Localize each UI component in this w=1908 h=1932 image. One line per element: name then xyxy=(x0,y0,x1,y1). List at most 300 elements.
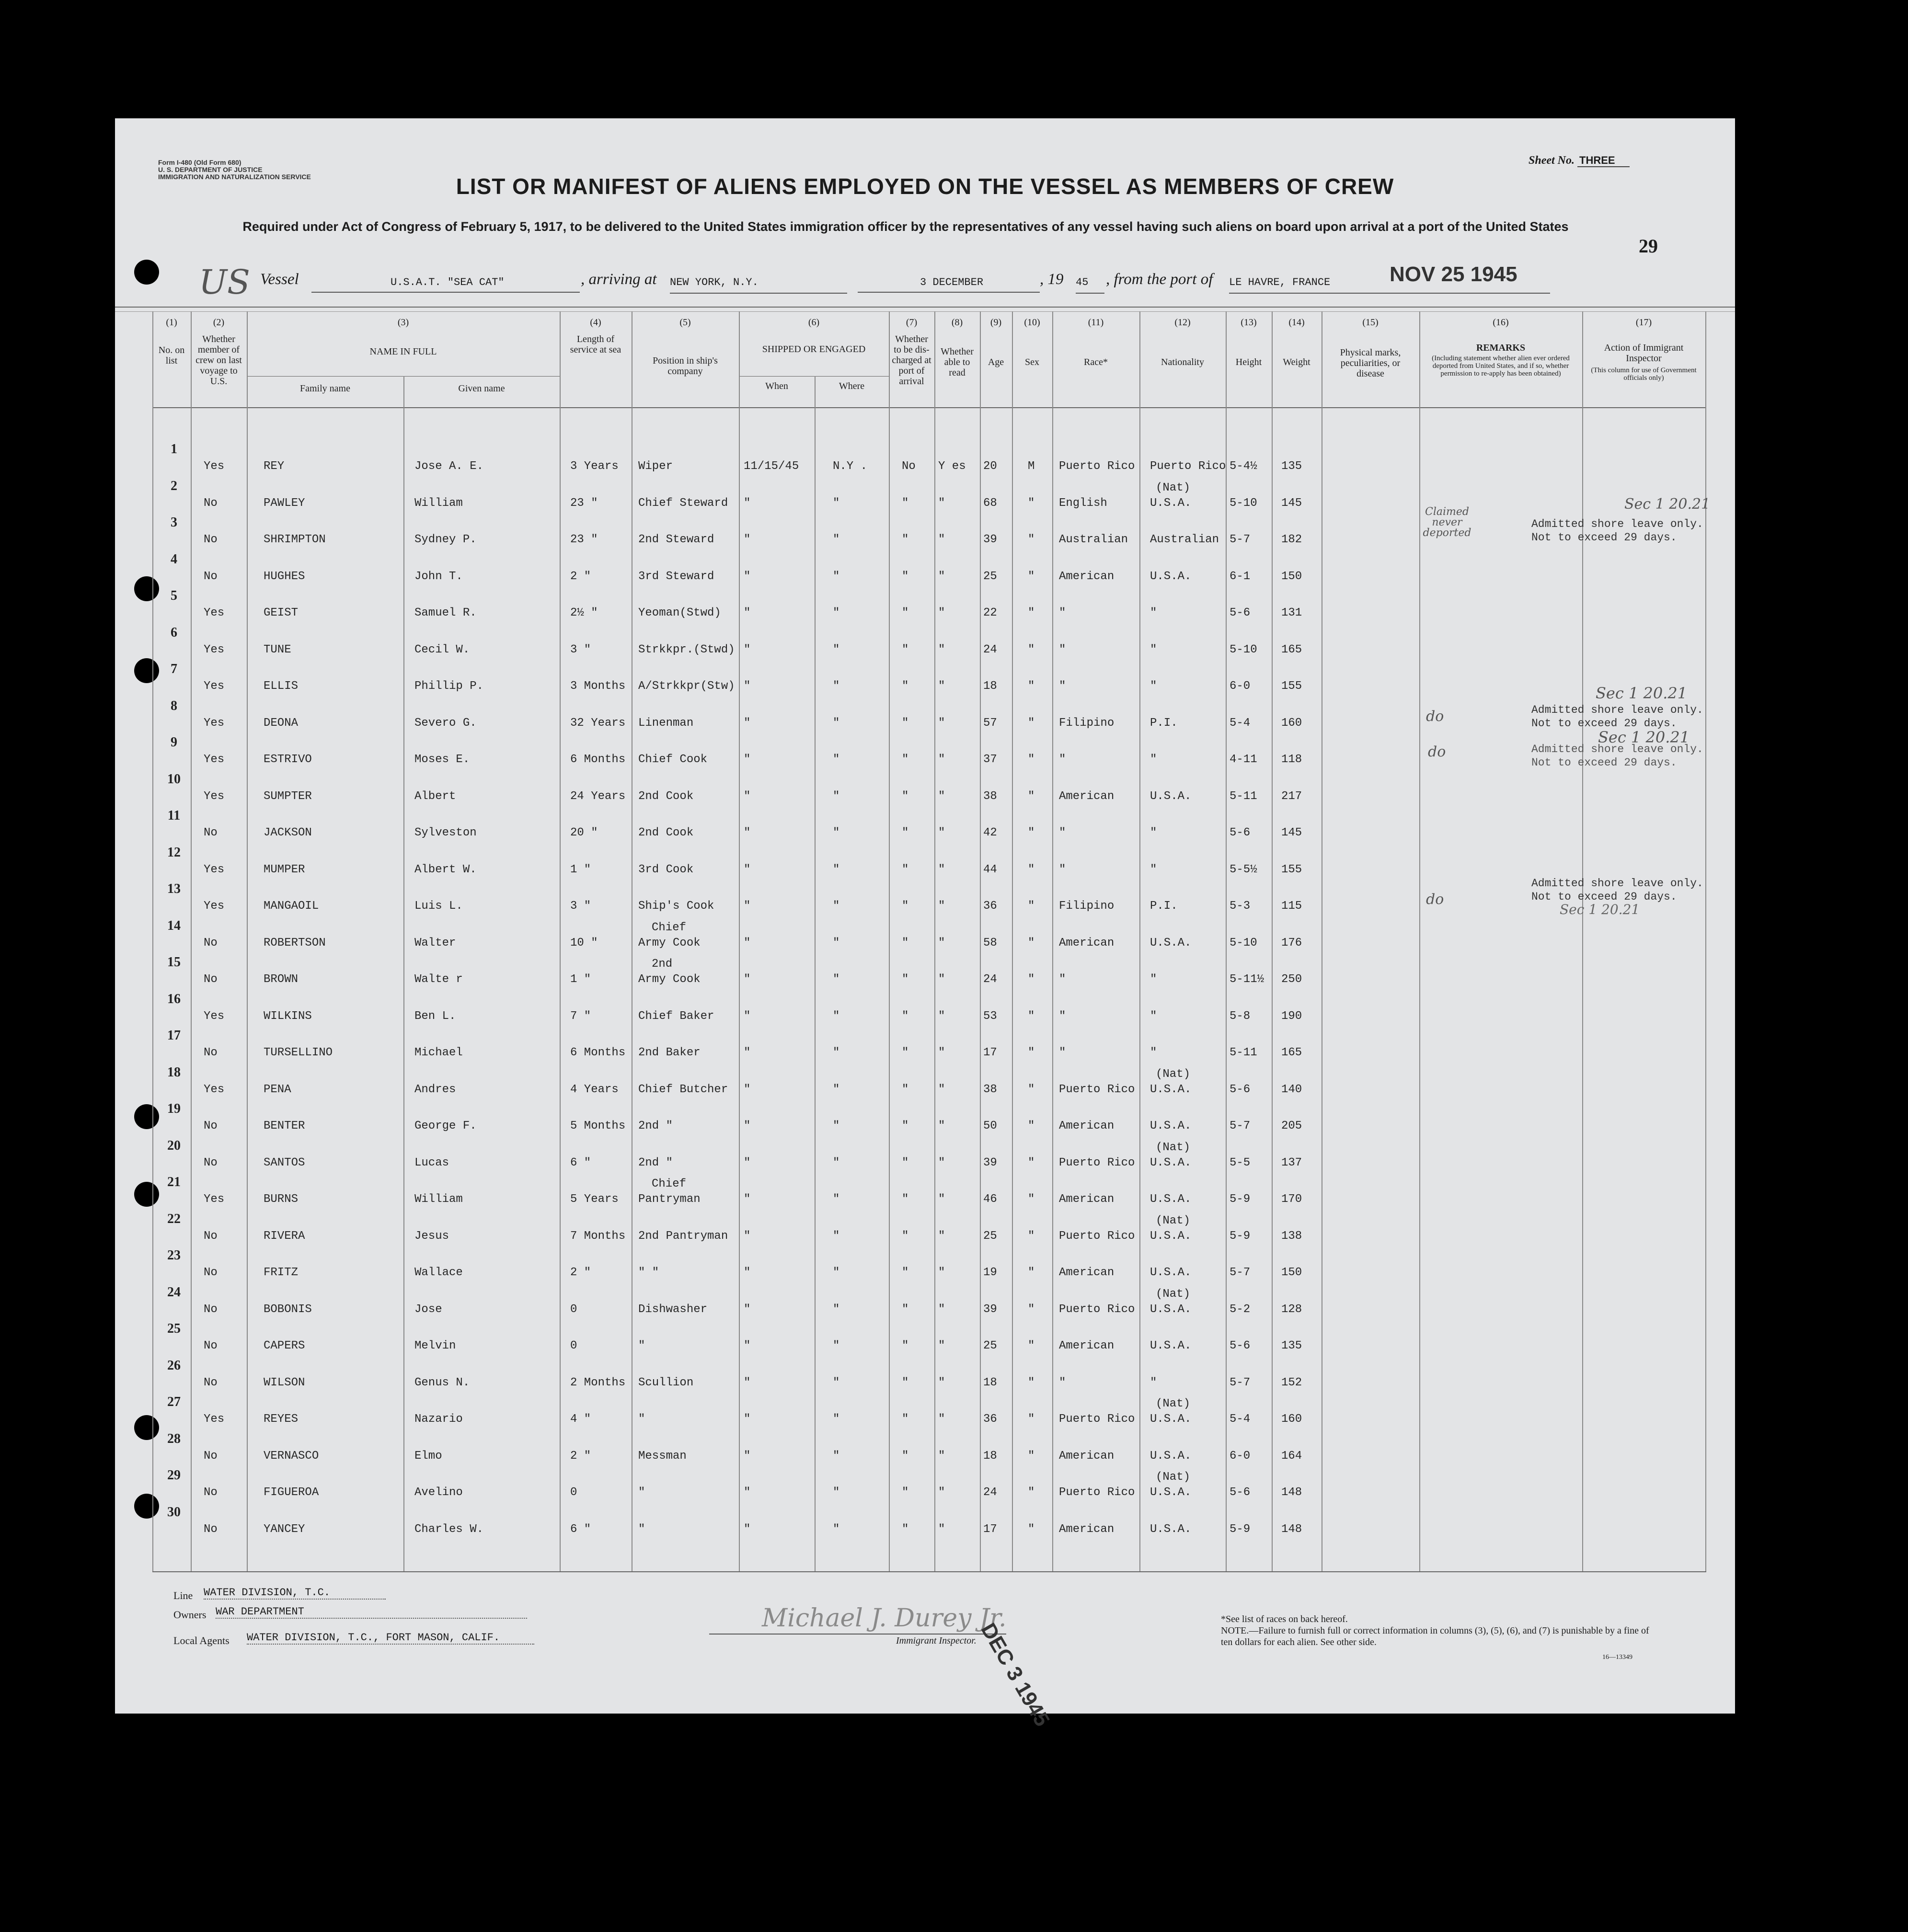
column-number: (2) xyxy=(213,317,225,328)
cell-height: 5-6 xyxy=(1230,606,1251,619)
cell-shipped-when: " xyxy=(744,1486,751,1499)
cell-given-name: Sylveston xyxy=(414,826,477,839)
table-top-rule xyxy=(115,307,1735,308)
column-header-name: NAME IN FULL xyxy=(369,346,437,357)
cell-height: 5-6 xyxy=(1230,1486,1251,1499)
cell-age: 36 xyxy=(983,1413,997,1426)
cell-discharged: " xyxy=(902,643,909,656)
cell-race: American xyxy=(1059,936,1115,949)
cell-position-prefix: 2nd xyxy=(652,958,673,971)
cell-position: 2nd Pantryman xyxy=(638,1229,728,1243)
cell-race: " xyxy=(1059,753,1066,766)
column-number: (4) xyxy=(590,317,601,328)
row-number: 4 xyxy=(171,551,177,567)
row-number: 17 xyxy=(167,1028,181,1043)
cell-last-voyage: Yes xyxy=(204,789,225,803)
column-rule xyxy=(247,311,248,1571)
cell-discharged: " xyxy=(902,606,909,619)
cell-nationality-note: (Nat) xyxy=(1156,1067,1191,1081)
cell-age: 20 xyxy=(983,460,997,473)
cell-race: American xyxy=(1059,1522,1115,1536)
cell-discharged: " xyxy=(902,1449,909,1463)
column-rule xyxy=(1582,311,1583,1571)
punch-hole xyxy=(134,1182,159,1207)
cell-given-name: Andres xyxy=(414,1083,456,1096)
cell-age: 50 xyxy=(983,1120,997,1132)
row-number: 20 xyxy=(167,1138,181,1153)
row-number: 7 xyxy=(171,662,177,676)
cell-age: 38 xyxy=(983,1083,997,1096)
cell-sex: " xyxy=(1028,533,1035,546)
cell-shipped-when: " xyxy=(744,606,751,619)
cell-age: 37 xyxy=(983,753,997,766)
cell-last-voyage: No xyxy=(204,1303,218,1316)
row-number: 12 xyxy=(167,845,181,860)
column-number: (14) xyxy=(1288,317,1305,328)
cell-given-name: Genus N. xyxy=(414,1376,470,1389)
cell-nationality: U.S.A. xyxy=(1150,1193,1192,1206)
cell-nationality: " xyxy=(1150,973,1157,986)
cell-position: Ship's Cook xyxy=(638,900,714,913)
cell-last-voyage: No xyxy=(204,826,218,839)
column-header-where: Where xyxy=(839,381,865,391)
column-header-given-name: Given name xyxy=(458,383,505,394)
cell-weight: 140 xyxy=(1281,1083,1302,1096)
cell-age: 39 xyxy=(983,1156,997,1169)
cell-discharged: " xyxy=(902,1413,909,1426)
cell-height: 5-10 xyxy=(1230,643,1257,656)
inspector-label: Immigrant Inspector. xyxy=(896,1635,977,1646)
page-subtitle: Required under Act of Congress of February 5, 1917, to be delivered to the United States immigration officer by the representatives of any vessel having such aliens on board upon arrival at a port of the United States xyxy=(242,219,1569,234)
cell-discharged: " xyxy=(902,1046,909,1059)
cell-discharged: " xyxy=(902,1229,909,1243)
cell-shipped-where: " xyxy=(833,1083,840,1096)
cell-able-to-read: " xyxy=(938,570,945,583)
column-header-remarks: REMARKS xyxy=(1476,343,1526,353)
page-number: 29 xyxy=(1639,235,1658,257)
cell-given-name: Elmo xyxy=(414,1449,442,1463)
cell-given-name: William xyxy=(414,496,463,510)
cell-discharged: " xyxy=(902,863,909,876)
row-number: 25 xyxy=(167,1321,181,1336)
cell-height: 5-4½ xyxy=(1230,460,1257,473)
column-rule xyxy=(1419,311,1420,1571)
cell-race: " xyxy=(1059,973,1066,986)
cell-shipped-where: " xyxy=(833,1522,840,1536)
cell-service-length: 0 xyxy=(570,1339,577,1352)
cell-family-name: SANTOS xyxy=(264,1156,305,1169)
column-number: (6) xyxy=(808,317,820,328)
cell-nationality: U.S.A. xyxy=(1150,936,1192,949)
cell-race: Puerto Rico xyxy=(1059,1156,1135,1169)
cell-shipped-where: " xyxy=(833,643,840,656)
cell-position: 2nd Steward xyxy=(638,533,714,546)
cell-height: 5-11 xyxy=(1230,1046,1257,1059)
cell-position: Dishwasher xyxy=(638,1303,708,1316)
cell-shipped-when: " xyxy=(744,1339,751,1352)
cell-family-name: GEIST xyxy=(264,606,299,619)
cell-weight: 160 xyxy=(1281,716,1302,730)
cell-height: 5-6 xyxy=(1230,1339,1251,1352)
received-date-stamp: NOV 25 1945 xyxy=(1390,263,1517,286)
cell-weight: 145 xyxy=(1281,496,1302,510)
row-number: 14 xyxy=(167,918,181,933)
cell-shipped-where: " xyxy=(833,900,840,913)
action-row-13: Admitted shore leave only. Not to exceed 29 days. xyxy=(1531,877,1703,903)
cell-height: 5-7 xyxy=(1230,1266,1251,1279)
cell-shipped-where: " xyxy=(833,680,840,693)
cell-shipped-when: " xyxy=(744,1083,751,1096)
cell-shipped-where: " xyxy=(833,863,840,876)
cell-weight: 152 xyxy=(1281,1376,1302,1389)
cell-sex: M xyxy=(1028,460,1035,473)
cell-sex: " xyxy=(1028,936,1035,949)
column-header-race: Race* xyxy=(1084,357,1108,367)
cell-family-name: BOBONIS xyxy=(264,1303,312,1316)
cell-age: 25 xyxy=(983,570,997,583)
column-header-number: No. on list xyxy=(158,345,185,366)
cell-sex: " xyxy=(1028,1193,1035,1206)
cell-able-to-read: " xyxy=(938,1156,945,1169)
cell-family-name: MUMPER xyxy=(264,863,305,876)
cell-shipped-where: " xyxy=(833,826,840,839)
cell-nationality: " xyxy=(1150,1009,1157,1023)
cell-weight: 165 xyxy=(1281,1046,1302,1059)
cell-able-to-read: " xyxy=(938,1449,945,1463)
column-number: (11) xyxy=(1088,317,1104,328)
cell-sex: " xyxy=(1028,496,1035,510)
cell-shipped-where: " xyxy=(833,496,840,510)
cell-discharged: " xyxy=(902,496,909,510)
cell-weight: 131 xyxy=(1281,606,1302,619)
cell-discharged: " xyxy=(902,826,909,839)
cell-race: Puerto Rico xyxy=(1059,1486,1135,1499)
races-note: *See list of races on back hereof. xyxy=(1221,1614,1348,1624)
column-header-service: Length of service at sea xyxy=(570,334,621,355)
cell-discharged: " xyxy=(902,1156,909,1169)
cell-sex: " xyxy=(1028,1449,1035,1463)
cell-given-name: Nazario xyxy=(414,1413,463,1426)
column-number: (13) xyxy=(1241,317,1257,328)
cell-position: Chief Steward xyxy=(638,496,728,510)
column-number: (9) xyxy=(990,317,1002,328)
table-top-rule xyxy=(115,311,1735,312)
cell-age: 38 xyxy=(983,789,997,803)
cell-service-length: 4 " xyxy=(570,1413,591,1426)
cell-able-to-read: " xyxy=(938,936,945,949)
column-rule xyxy=(1012,311,1013,1571)
cell-sex: " xyxy=(1028,570,1035,583)
cell-family-name: RIVERA xyxy=(264,1229,305,1243)
column-number: (17) xyxy=(1635,317,1652,328)
cell-shipped-when: " xyxy=(744,1522,751,1536)
cell-race: American xyxy=(1059,1193,1115,1206)
cell-position: " xyxy=(638,1339,645,1352)
row-number: 19 xyxy=(167,1101,181,1116)
cell-able-to-read: " xyxy=(938,1339,945,1352)
inspector-signature: Michael J. Durey Jr. xyxy=(762,1604,1007,1633)
cell-service-length: 4 Years xyxy=(570,1083,619,1096)
cell-sex: " xyxy=(1028,1522,1035,1536)
line-label: Line xyxy=(173,1589,193,1601)
cell-shipped-where: " xyxy=(833,1266,840,1279)
cell-race: Puerto Rico xyxy=(1059,1083,1135,1096)
cell-race: American xyxy=(1059,570,1115,583)
cell-discharged: " xyxy=(902,1193,909,1206)
column-rule xyxy=(403,376,404,1571)
cell-nationality: " xyxy=(1150,753,1157,766)
punch-hole xyxy=(134,1494,159,1519)
cell-family-name: WILSON xyxy=(264,1376,305,1389)
column-number: (3) xyxy=(397,317,409,328)
column-rule xyxy=(980,311,981,1571)
sheet-value: THREE xyxy=(1577,154,1630,167)
column-number: (5) xyxy=(679,317,691,328)
cell-position: A/Strkkpr(Stw) xyxy=(638,680,735,693)
punch-hole xyxy=(134,576,159,601)
cell-nationality: U.S.A. xyxy=(1150,1303,1192,1316)
cell-last-voyage: Yes xyxy=(204,900,225,913)
cell-discharged: " xyxy=(902,716,909,730)
column-header-family-name: Family name xyxy=(300,383,350,394)
cell-sex: " xyxy=(1028,1229,1035,1243)
cell-shipped-when: " xyxy=(744,1120,751,1132)
cell-position: " " xyxy=(638,1266,659,1279)
cell-height: 5-9 xyxy=(1230,1229,1251,1243)
remark-row-9: do xyxy=(1428,743,1446,760)
cell-able-to-read: " xyxy=(938,863,945,876)
cell-age: 68 xyxy=(983,496,997,510)
owners-value: WAR DEPARTMENT xyxy=(216,1606,527,1619)
cell-able-to-read: " xyxy=(938,1120,945,1132)
cell-nationality-note: (Nat) xyxy=(1156,1287,1191,1301)
cell-last-voyage: No xyxy=(204,570,218,583)
cell-age: 58 xyxy=(983,936,997,949)
cell-position: Army Cook xyxy=(638,936,701,949)
cell-weight: 128 xyxy=(1281,1303,1302,1316)
cell-age: 18 xyxy=(983,680,997,693)
column-rule xyxy=(191,311,192,1571)
cell-service-length: 0 xyxy=(570,1486,577,1499)
cell-sex: " xyxy=(1028,863,1035,876)
cell-weight: 165 xyxy=(1281,643,1302,656)
cell-family-name: REYES xyxy=(264,1413,299,1426)
cell-given-name: Moses E. xyxy=(414,753,470,766)
cell-age: 24 xyxy=(983,973,997,986)
cell-height: 5-4 xyxy=(1230,1413,1251,1426)
cell-age: 57 xyxy=(983,716,997,730)
cell-shipped-where: " xyxy=(833,1229,840,1243)
cell-nationality: U.S.A. xyxy=(1150,1339,1192,1352)
cell-given-name: Ben L. xyxy=(414,1009,456,1023)
cell-position: Army Cook xyxy=(638,973,701,986)
cell-nationality: " xyxy=(1150,826,1157,839)
cell-nationality: Australian xyxy=(1150,533,1219,546)
cell-service-length: 0 xyxy=(570,1303,577,1316)
cell-nationality: Puerto Rico xyxy=(1150,460,1226,473)
cell-position: Messman xyxy=(638,1449,687,1463)
year-label: , 19 xyxy=(1040,271,1064,288)
cell-weight: 148 xyxy=(1281,1522,1302,1536)
note-text: —Failure to furnish full or correct information in columns (3), (5), (6), and (7) is punishable by a fine of ten dollars for each alien. See other side. xyxy=(1221,1625,1649,1647)
arrival-date: 3 DECEMBER xyxy=(858,276,1040,293)
column-header-height: Height xyxy=(1235,357,1262,367)
cell-service-length: 1 " xyxy=(570,973,591,986)
cell-service-length: 23 " xyxy=(570,496,598,510)
column-rule xyxy=(739,311,740,1571)
cell-service-length: 5 Months xyxy=(570,1120,626,1132)
row-number: 9 xyxy=(171,735,177,750)
page-title: LIST OR MANIFEST OF ALIENS EMPLOYED ON THE VESSEL AS MEMBERS OF CREW xyxy=(456,174,1394,199)
cell-weight: 170 xyxy=(1281,1193,1302,1206)
cell-race: Puerto Rico xyxy=(1059,1303,1135,1316)
cell-discharged: " xyxy=(902,900,909,913)
cell-shipped-where: " xyxy=(833,973,840,986)
cell-shipped-when: " xyxy=(744,900,751,913)
column-header-age: Age xyxy=(988,357,1004,367)
cell-position: " xyxy=(638,1522,645,1536)
cell-nationality-note: (Nat) xyxy=(1156,1471,1191,1484)
cell-able-to-read: " xyxy=(938,900,945,913)
cell-race: " xyxy=(1059,680,1066,693)
column-header-inspector-detail: (This column for use of Government officials only) xyxy=(1591,366,1697,382)
cell-family-name: JACKSON xyxy=(264,826,312,839)
column-header-read: Whether able to read xyxy=(941,346,974,378)
cell-shipped-where: " xyxy=(833,570,840,583)
cell-shipped-where: " xyxy=(833,1339,840,1352)
cell-given-name: Jose A. E. xyxy=(414,460,484,473)
cell-given-name: Samuel R. xyxy=(414,606,477,619)
cell-height: 5-6 xyxy=(1230,826,1251,839)
cell-discharged: " xyxy=(902,1339,909,1352)
cell-able-to-read: " xyxy=(938,826,945,839)
cell-family-name: PENA xyxy=(264,1083,291,1096)
cell-sex: " xyxy=(1028,680,1035,693)
cell-height: 5-2 xyxy=(1230,1303,1251,1316)
cell-shipped-where: " xyxy=(833,716,840,730)
cell-last-voyage: Yes xyxy=(204,1193,225,1206)
cell-discharged: " xyxy=(902,789,909,803)
cell-age: 18 xyxy=(983,1376,997,1389)
cell-sex: " xyxy=(1028,1303,1035,1316)
cell-service-length: 32 Years xyxy=(570,716,626,730)
cell-shipped-when: " xyxy=(744,680,751,693)
cell-sex: " xyxy=(1028,1339,1035,1352)
cell-last-voyage: No xyxy=(204,936,218,949)
cell-service-length: 2 Months xyxy=(570,1376,626,1389)
row-number: 18 xyxy=(167,1064,181,1080)
cell-last-voyage: Yes xyxy=(204,863,225,876)
cell-service-length: 24 Years xyxy=(570,789,626,803)
service-name: IMMIGRATION AND NATURALIZATION SERVICE xyxy=(158,173,311,181)
column-header-when: When xyxy=(765,381,788,391)
cell-position: Wiper xyxy=(638,460,673,473)
cell-service-length: 1 " xyxy=(570,863,591,876)
cell-shipped-where: " xyxy=(833,1376,840,1389)
cell-last-voyage: No xyxy=(204,1449,218,1463)
cell-height: 5-9 xyxy=(1230,1522,1251,1536)
penalty-note xyxy=(1221,1625,1652,1648)
cell-family-name: FIGUEROA xyxy=(264,1486,319,1499)
cell-service-length: 6 Months xyxy=(570,1046,626,1059)
row-number: 28 xyxy=(167,1431,181,1446)
cell-shipped-when: " xyxy=(744,936,751,949)
cell-last-voyage: Yes xyxy=(204,460,225,473)
punch-hole xyxy=(134,260,159,285)
cell-height: 5-6 xyxy=(1230,1083,1251,1096)
cell-sex: " xyxy=(1028,1486,1035,1499)
arrival-port: NEW YORK, N.Y. xyxy=(670,276,847,294)
cell-shipped-when: " xyxy=(744,1009,751,1023)
cell-age: 25 xyxy=(983,1229,997,1243)
cell-last-voyage: No xyxy=(204,973,218,986)
column-rule xyxy=(815,376,816,1571)
cell-discharged: " xyxy=(902,1266,909,1279)
cell-shipped-when: " xyxy=(744,1266,751,1279)
cell-last-voyage: No xyxy=(204,1229,218,1243)
cell-height: 5-7 xyxy=(1230,533,1251,546)
cell-nationality: U.S.A. xyxy=(1150,1486,1192,1499)
cell-last-voyage: Yes xyxy=(204,1083,225,1096)
row-number: 22 xyxy=(167,1211,181,1226)
cell-race: " xyxy=(1059,1376,1066,1389)
column-number: (1) xyxy=(166,317,177,328)
cell-family-name: PAWLEY xyxy=(264,496,305,510)
cell-height: 6-0 xyxy=(1230,680,1251,693)
cell-weight: 155 xyxy=(1281,680,1302,693)
cell-race: American xyxy=(1059,1339,1115,1352)
inspection-date-stamp: DEC 3 1945 xyxy=(976,1619,1054,1731)
cell-position: Chief Cook xyxy=(638,753,708,766)
cell-discharged: " xyxy=(902,753,909,766)
cell-age: 24 xyxy=(983,1486,997,1499)
cell-sex: " xyxy=(1028,900,1035,913)
cell-shipped-when: " xyxy=(744,533,751,546)
cell-able-to-read: " xyxy=(938,680,945,693)
cell-able-to-read: " xyxy=(938,1413,945,1426)
column-number: (10) xyxy=(1024,317,1040,328)
cell-nationality: " xyxy=(1150,680,1157,693)
cell-given-name: Phillip P. xyxy=(414,680,484,693)
cell-given-name: Sydney P. xyxy=(414,533,477,546)
cell-weight: 148 xyxy=(1281,1486,1302,1499)
sheet-number xyxy=(1529,154,1630,167)
cell-able-to-read: " xyxy=(938,1229,945,1243)
cell-height: 5-11 xyxy=(1230,789,1257,803)
cell-shipped-when: " xyxy=(744,570,751,583)
cell-shipped-when: " xyxy=(744,496,751,510)
cell-shipped-when: 11/15/45 xyxy=(744,460,799,473)
cell-weight: 217 xyxy=(1281,789,1302,803)
cell-sex: " xyxy=(1028,1009,1035,1023)
punch-hole xyxy=(134,658,159,683)
form-code: 16—13349 xyxy=(1602,1654,1632,1661)
cell-given-name: Severo G. xyxy=(414,716,477,730)
action-section-row-3: Sec 1 20.21 xyxy=(1624,496,1711,513)
cell-shipped-where: " xyxy=(833,936,840,949)
cell-discharged: No xyxy=(902,460,916,473)
cell-shipped-where: " xyxy=(833,1413,840,1426)
cell-nationality: U.S.A. xyxy=(1150,1083,1192,1096)
action-section-row-13: Sec 1 20.21 xyxy=(1560,902,1640,917)
cell-last-voyage: Yes xyxy=(204,753,225,766)
cell-discharged: " xyxy=(902,1083,909,1096)
cell-age: 25 xyxy=(983,1339,997,1352)
cell-age: 44 xyxy=(983,863,997,876)
row-number: 2 xyxy=(171,478,177,493)
cell-race: Puerto Rico xyxy=(1059,1413,1135,1426)
cell-race: Puerto Rico xyxy=(1059,1229,1135,1243)
